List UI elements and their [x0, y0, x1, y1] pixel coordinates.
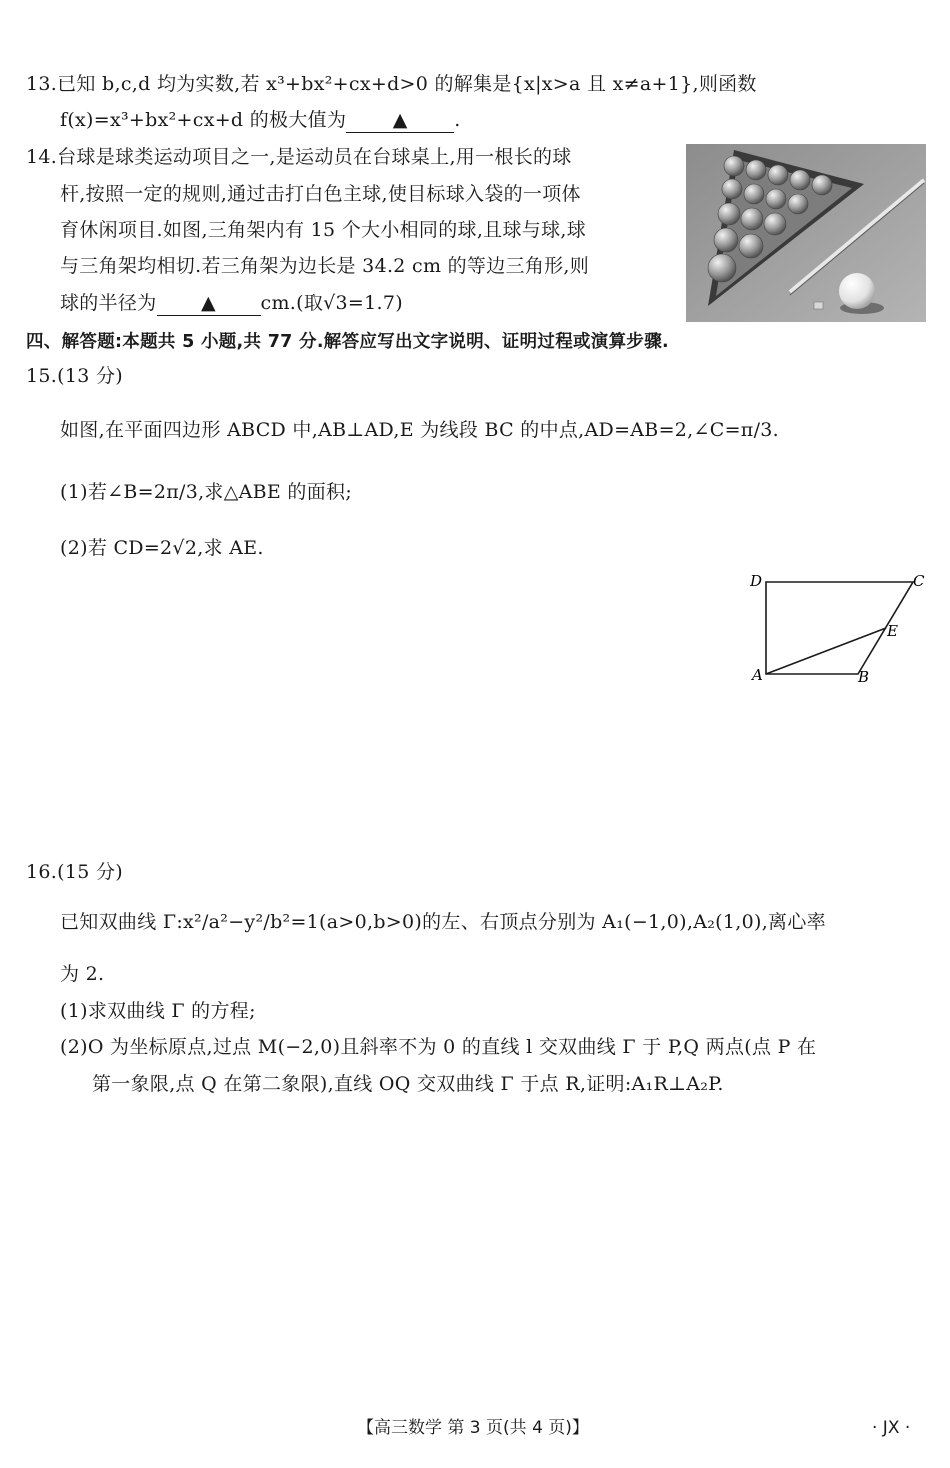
q13-line1: 13.已知 b,c,d 均为实数,若 x³+bx²+cx+d>0 的解集是{x|x>a 且 x≠a+1},则函数 [26, 73, 757, 95]
q13-line2-text: f(x)=x³+bx²+cx+d 的极大值为 [60, 109, 347, 131]
q14-line3: 育休闲项目.如图,三角架内有 15 个大小相同的球,且球与球,球 [60, 219, 587, 241]
q14-line4: 与三角架均相切.若三角架为边长是 34.2 cm 的等边三角形,则 [60, 255, 590, 277]
footer-page-info: 【高三数学 第 3 页(共 4 页)】 [357, 1418, 589, 1438]
q16-part2-line1: (2)O 为坐标原点,过点 M(−2,0)且斜率不为 0 的直线 l 交双曲线 Γ 于 P,Q 两点(点 P 在 [60, 1036, 817, 1058]
q13-line2 [60, 106, 461, 134]
q14-line5-end: cm.(取√3=1.7) [260, 292, 403, 314]
q13-line2-end: . [454, 109, 461, 131]
billiards-photo [686, 144, 926, 322]
q15-header: 15.(13 分) [26, 365, 123, 387]
label-E: E [887, 622, 898, 640]
q15-part1: (1)若∠B=2π/3,求△ABE 的面积; [60, 481, 353, 503]
q13-answer-blank: ▲ [346, 108, 454, 133]
q16-header: 16.(15 分) [26, 861, 123, 883]
q16-part2-line2: 第一象限,点 Q 在第二象限),直线 OQ 交双曲线 Γ 于点 R,证明:A₁R⊥A₂P. [92, 1073, 724, 1095]
label-B: B [858, 668, 870, 686]
label-C: C [913, 572, 925, 590]
section-4-title: 四、解答题:本题共 5 小题,共 77 分.解答应写出文字说明、证明过程或演算步骤. [26, 332, 669, 352]
footer-code: · JX · [872, 1418, 911, 1438]
billiards-photo-drawing [686, 144, 926, 322]
quadrilateral-figure [748, 570, 933, 688]
q14-line2: 杆,按照一定的规则,通过击打白色主球,使目标球入袋的一项体 [60, 183, 581, 205]
label-D: D [750, 572, 763, 590]
quadrilateral-drawing [748, 570, 933, 688]
q14-line5-text: 球的半径为 [60, 292, 157, 314]
q16-stem-line1: 已知双曲线 Γ:x²/a²−y²/b²=1(a>0,b>0)的左、右顶点分别为 A₁(−1,0),A₂(1,0),离心率 [60, 911, 826, 933]
label-A: A [752, 666, 763, 684]
q14-answer-blank: ▲ [157, 291, 261, 316]
q16-stem-line2: 为 2. [60, 963, 105, 985]
q14-line5 [60, 289, 403, 317]
q14-line1: 14.台球是球类运动项目之一,是运动员在台球桌上,用一根长的球 [26, 146, 572, 168]
q15-part2: (2)若 CD=2√2,求 AE. [60, 537, 264, 559]
q15-stem: 如图,在平面四边形 ABCD 中,AB⊥AD,E 为线段 BC 的中点,AD=AB=2,∠C=π/3. [60, 419, 780, 441]
q16-part1: (1)求双曲线 Γ 的方程; [60, 1000, 256, 1022]
